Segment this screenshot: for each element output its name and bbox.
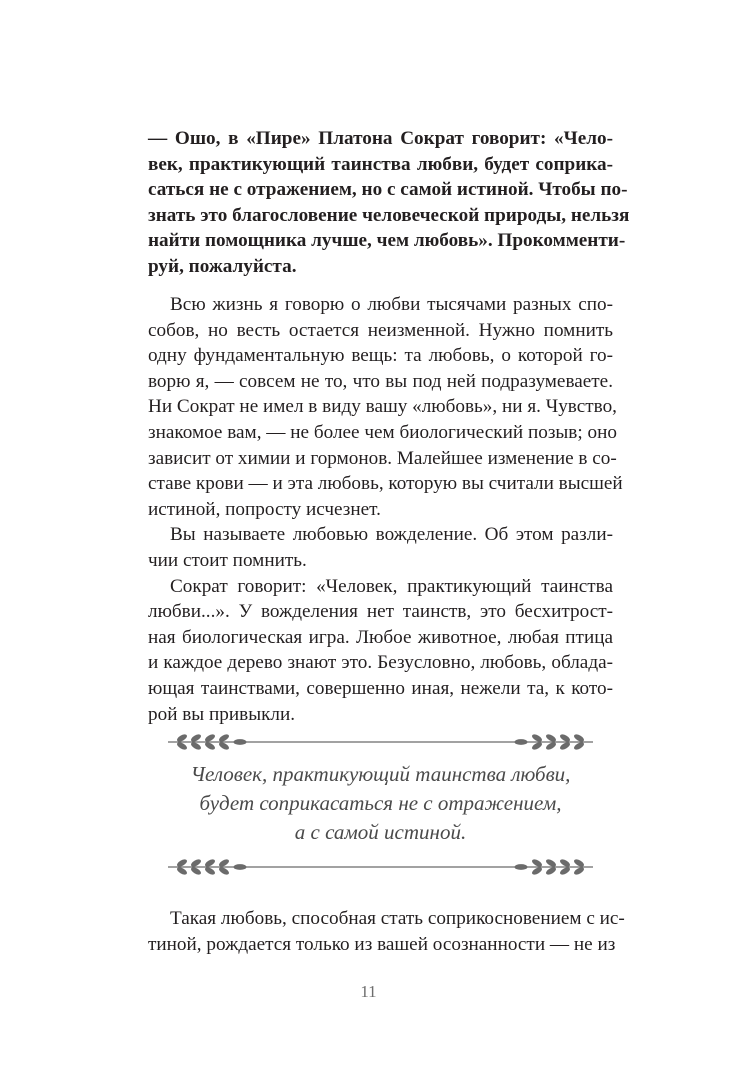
closing-text (148, 906, 625, 957)
body-line: одну фундаментальную вещь: та любовь, о которой го- (148, 345, 613, 367)
pull-quote-line: а с самой истиной. (294, 820, 467, 844)
body-line: знакомое вам, — не более чем биологический позыв; оно (148, 421, 617, 443)
body-line: собов, но весть остается неизменной. Нужно помнить (148, 319, 613, 341)
body-line: рой вы привыкли. (148, 703, 296, 725)
body-line: ставе крови — и эта любовь, которую вы считали высшей (148, 473, 623, 495)
pull-quote (148, 760, 613, 847)
body-line: Сократ говорит: «Человек, практикующий таинства (170, 575, 613, 597)
question-paragraph (148, 126, 630, 280)
body-line: истиной, попросту исчезнет. (148, 498, 381, 520)
closing-line: тиной, рождается только из вашей осознанности — не из (148, 933, 616, 955)
closing-line: Такая любовь, способная стать соприкосновением с ис- (170, 908, 625, 929)
body-line: и каждое дерево знают это. Безусловно, любовь, облада- (148, 652, 613, 674)
question-line: руй, пожалуйста. (148, 255, 297, 277)
body-line: зависит от химии и гормонов. Малейшее изменение в со- (148, 447, 617, 469)
body-line: ющая таинствами, совершенно иная, нежели та, к кото- (148, 677, 613, 699)
question-line: — Ошо, в «Пире» Платона Сократ говорит: «Чело- (148, 128, 613, 149)
page-number: 11 (360, 982, 377, 1001)
body-line: ная биологическая игра. Любое животное, любая птица (148, 626, 613, 648)
question-line: саться не с отражением, но с самой истиной. Чтобы по- (148, 179, 628, 201)
pull-quote-line: будет соприкасаться не с отражением, (199, 791, 562, 815)
pull-quote-line: Человек, практикующий таинства любви, (190, 762, 571, 786)
body-line: чии стоит помнить. (148, 549, 307, 571)
ornament-divider-top (168, 731, 593, 753)
body-line: любви...». У вожделения нет таинств, это бесхитрост- (148, 601, 613, 623)
body-line: Ни Сократ не имел в виду вашу «любовь», ни я. Чувство, (148, 396, 617, 418)
body-line: Вы называете любовью вожделение. Об этом разли- (170, 524, 613, 546)
body-text (148, 292, 623, 727)
question-line: век, практикующий таинства любви, будет соприка- (148, 153, 613, 175)
ornament-divider-bottom (168, 856, 593, 878)
question-line: знать это благословение человеческой природы, нельзя (148, 204, 630, 226)
question-line: найти помощника лучше, чем любовь». Прокомменти- (148, 230, 626, 252)
body-line: ворю я, — совсем не то, что вы под ней подразумеваете. (148, 370, 613, 392)
body-line: Всю жизнь я говорю о любви тысячами разных спо- (170, 294, 613, 315)
